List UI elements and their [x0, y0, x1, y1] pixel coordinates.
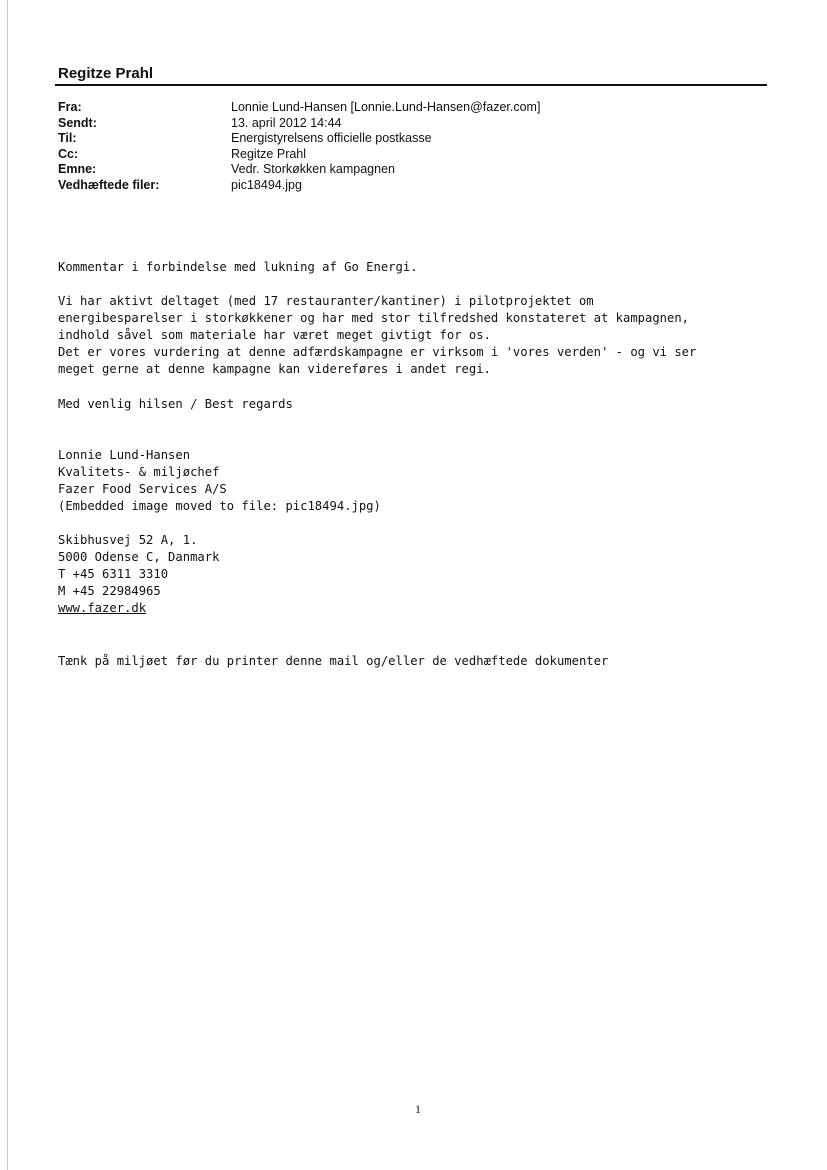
body-paragraph [58, 293, 696, 378]
meta-row-subject [58, 162, 540, 178]
meta-row-attachments [58, 178, 540, 194]
header-divider [55, 84, 767, 86]
body-line: Vi har aktivt deltaget (med 17 restauranter/kantiner) i pilotprojektet om [58, 294, 594, 308]
recipient-header-name: Regitze Prahl [58, 65, 154, 82]
page-number: 1 [415, 1102, 421, 1116]
meta-row-sent [58, 116, 540, 132]
meta-label-cc: Cc: [58, 146, 79, 161]
meta-label-sent: Sendt: [58, 115, 97, 130]
meta-value-from: Lonnie Lund-Hansen [Lonnie.Lund-Hansen@fazer.com] [231, 100, 541, 114]
body-closing: Med venlig hilsen / Best regards [58, 397, 293, 411]
meta-value-to: Energistyrelsens officielle postkasse [231, 131, 432, 146]
body-line: energibesparelser i storkøkkener og har med stor tilfredshed konstateret at kampagnen, [58, 311, 690, 325]
signature-phone: T +45 6311 3310 [58, 567, 169, 581]
meta-label-from: Fra: [58, 100, 82, 114]
meta-label-attachments: Vedhæftede filer: [58, 177, 160, 192]
meta-value-sent: 13. april 2012 14:44 [231, 115, 342, 130]
signature-street: Skibhusvej 52 A, 1. [58, 533, 198, 547]
signature-title: Kvalitets- & miljøchef [58, 465, 220, 479]
body-line: Det er vores vurdering at denne adfærdskampagne er virksom i 'vores verden' - og vi ser [58, 345, 697, 359]
meta-row-to [58, 131, 540, 147]
body-line: indhold såvel som materiale har været meget givtigt for os. [58, 328, 491, 342]
website-link[interactable]: www.fazer.dk [58, 601, 147, 615]
meta-value-cc: Regitze Prahl [231, 146, 307, 161]
meta-label-subject: Emne: [58, 162, 97, 177]
signature-block [58, 447, 381, 515]
signature-company: Fazer Food Services A/S [58, 482, 227, 496]
meta-row-from [58, 100, 540, 116]
signature-embedded-note: (Embedded image moved to file: pic18494.jpg) [58, 499, 381, 513]
meta-row-cc [58, 147, 540, 163]
scan-edge-line [7, 0, 8, 1170]
signature-name: Lonnie Lund-Hansen [58, 448, 191, 462]
meta-value-subject: Vedr. Storkøkken kampagnen [231, 162, 395, 177]
environment-footer-note: Tænk på miljøet før du printer denne mail og/eller de vedhæftede dokumenter [58, 654, 609, 668]
meta-value-attachments: pic18494.jpg [231, 177, 302, 192]
body-intro: Kommentar i forbindelse med lukning af Go Energi. [58, 260, 418, 274]
email-metadata-table [58, 100, 540, 194]
signature-city: 5000 Odense C, Danmark [58, 550, 220, 564]
signature-mobile: M +45 22984965 [58, 584, 161, 598]
meta-label-to: Til: [58, 131, 77, 146]
signature-address-block [58, 532, 219, 617]
body-line: meget gerne at denne kampagne kan videreføres i andet regi. [58, 362, 491, 376]
